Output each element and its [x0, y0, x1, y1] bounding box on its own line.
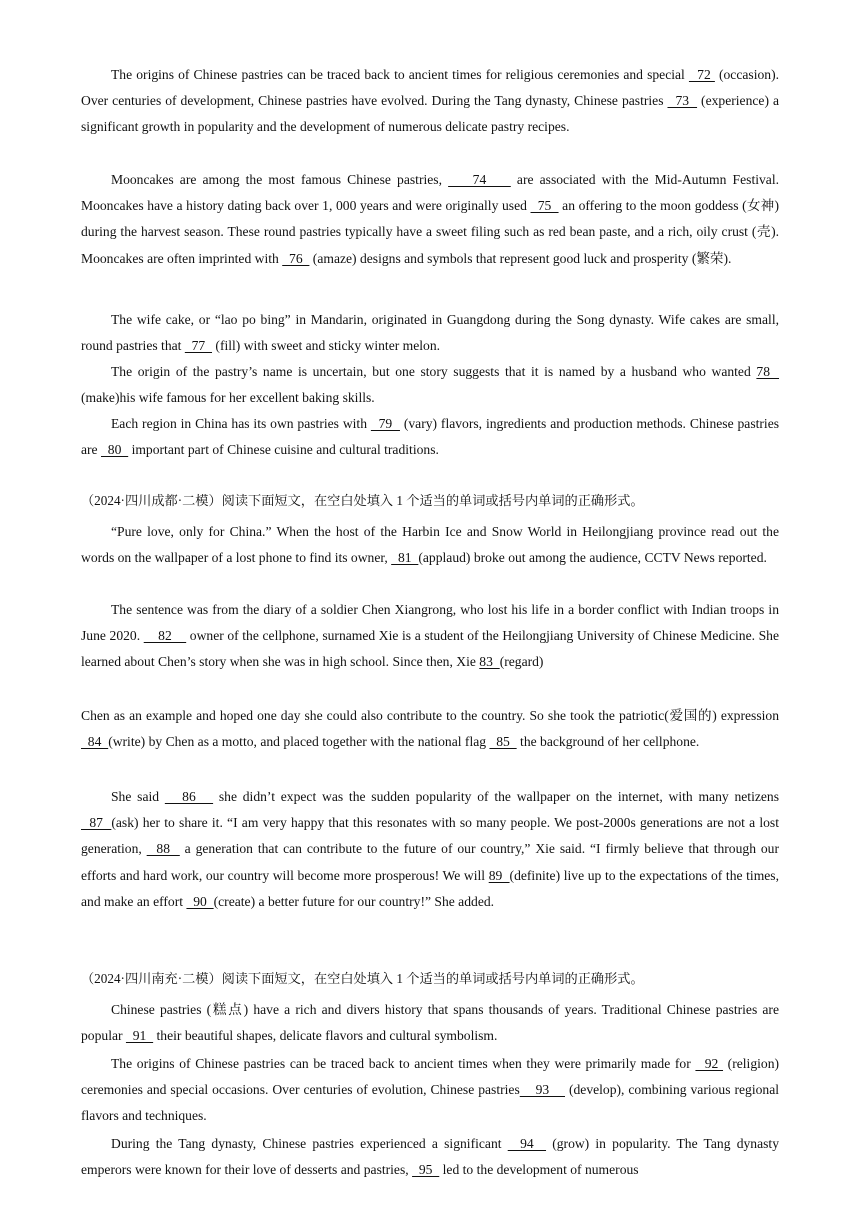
blank-86[interactable]: 86 [164, 789, 214, 804]
passage3-paragraph-2: The origins of Chinese pastries can be traced back to ancient times when they were primarily made for 92 (religion) ceremonies and special occasions. Over centuries of evolution, Chinese pastries 93 (develop), combining various regional flavors and techniques. [81, 1056, 780, 1124]
passage2-paragraph-1: “Pure love, only for China.” When the host of the Harbin Ice and Snow World in Heilongjiang province read out the words on the wallpaper of a lost phone to find its owner, 81 (applaud) broke out among the audience, CCTV News reported. [81, 524, 779, 566]
blank-72[interactable]: 72 [688, 67, 715, 82]
blank-88[interactable]: 88 [146, 841, 180, 857]
blank-76[interactable]: 76 [282, 250, 310, 266]
passage1-paragraph-4: The origin of the pastry’s name is uncertain, but one story suggests that it is named by a husband who wanted 78 (make)his wife famous for her excellent baking skills. [81, 364, 780, 406]
blank-79[interactable]: 79 [370, 416, 400, 431]
blank-81[interactable]: 81 [391, 550, 419, 566]
passage1-paragraph-5: Each region in China has its own pastries with 79 (vary) flavors, ingredients and production methods. Chinese pastries are 80 important part of Chinese cuisine and cultural traditions. [81, 416, 780, 458]
blank-94[interactable]: 94 [507, 1136, 547, 1151]
blank-78[interactable]: 78 [756, 364, 780, 379]
blank-91[interactable]: 91 [125, 1028, 154, 1044]
passage1-paragraph-2: Mooncakes are among the most famous Chinese pastries, 74 are associated with the Mid-Autumn Festival. Mooncakes have a history dating back over 1, 000 years and were originally used 75 an offering to the moon goddess (女神) during the harvest season. These round pastries typically have a sweet filing such as red bean paste, and a rich, oily crust (壳). Mooncakes are often imprinted with 76 (amaze) designs and symbols that represent good luck and prosperity (繁荣). [81, 172, 780, 266]
blank-80[interactable]: 80 [101, 442, 129, 458]
passage2-paragraph-4: She said 86 she didn’t expect was the sudden popularity of the wallpaper on the internet, with many netizens 87 (ask) her to share it. “I am very happy that this resonates with so many people. We post-2000s generations are not a lost generation, 88 a generation that can contribute to the future of our country,” Xie said. “I firmly believe that through our efforts and hard work, our country will become more prosperous! We will 89 (definite) live up to the expectations of the times, and make an effort 90 (create) a better future for our country!” She added. [81, 789, 780, 909]
passage1-paragraph-1: The origins of Chinese pastries can be traced back to ancient times for religious ceremonies and special 72 (occasion). Over centuries of development, Chinese pastries have evolved. During the Tang dynasty, Chinese pastries 73 (experience) a significant growth in popularity and the development of numerous delicate pastry recipes. [81, 67, 780, 135]
blank-73[interactable]: 73 [667, 93, 698, 109]
blank-95[interactable]: 95 [412, 1162, 440, 1178]
blank-85[interactable]: 85 [489, 734, 517, 750]
passage3-paragraph-3: During the Tang dynasty, Chinese pastries experienced a significant 94 (grow) in popularity. The Tang dynasty emperors were known for their love of desserts and pastries, 95 led to the development of numerous [81, 1136, 779, 1178]
blank-92[interactable]: 92 [695, 1056, 724, 1071]
passage2-header: （2024·四川成都·二模）阅读下面短文，在空白处填入 1 个适当的单词或括号内单词的正确形式。 [81, 493, 644, 508]
blank-90[interactable]: 90 [186, 893, 214, 909]
passage3-paragraph-1: Chinese pastries (糕点) have a rich and divers history that spans thousands of years. Traditional Chinese pastries are popular 91 their beautiful shapes, delicate flavors and cultural symbolism. [81, 1002, 779, 1044]
blank-84[interactable]: 84 [81, 734, 109, 750]
blank-77[interactable]: 77 [184, 338, 213, 354]
passage3-header: （2024·四川南充·二模）阅读下面短文，在空白处填入 1 个适当的单词或括号内单词的正确形式。 [81, 971, 644, 986]
passage2-paragraph-2: The sentence was from the diary of a soldier Chen Xiangrong, who lost his life in a border conflict with Indian troops in June 2020. 82 owner of the cellphone, surnamed Xie is a student of the Heilongjiang University of Chinese Medicine. She learned about Chen’s story when she was in high school. Since then, Xie 83 (regard) [81, 602, 779, 670]
passage2-paragraph-3: Chen as an example and hoped one day she could also contribute to the country. So she took the patriotic(爱国的) expression 84 (write) by Chen as a motto, and placed together with the national flag 85 the background of her cellphone. [81, 708, 779, 750]
blank-82[interactable]: 82 [143, 628, 187, 644]
blank-83[interactable]: 83 [479, 654, 500, 670]
blank-87[interactable]: 87 [81, 815, 112, 831]
blank-75[interactable]: 75 [530, 198, 559, 214]
blank-89[interactable]: 89 [488, 867, 510, 883]
passage1-paragraph-3: The wife cake, or “lao po bing” in Mandarin, originated in Guangdong during the Song dynasty. Wife cakes are small, round pastries that 77 (fill) with sweet and sticky winter melon. [81, 312, 779, 354]
blank-74[interactable]: 74 [448, 172, 511, 187]
blank-93[interactable]: 93 [519, 1082, 565, 1098]
